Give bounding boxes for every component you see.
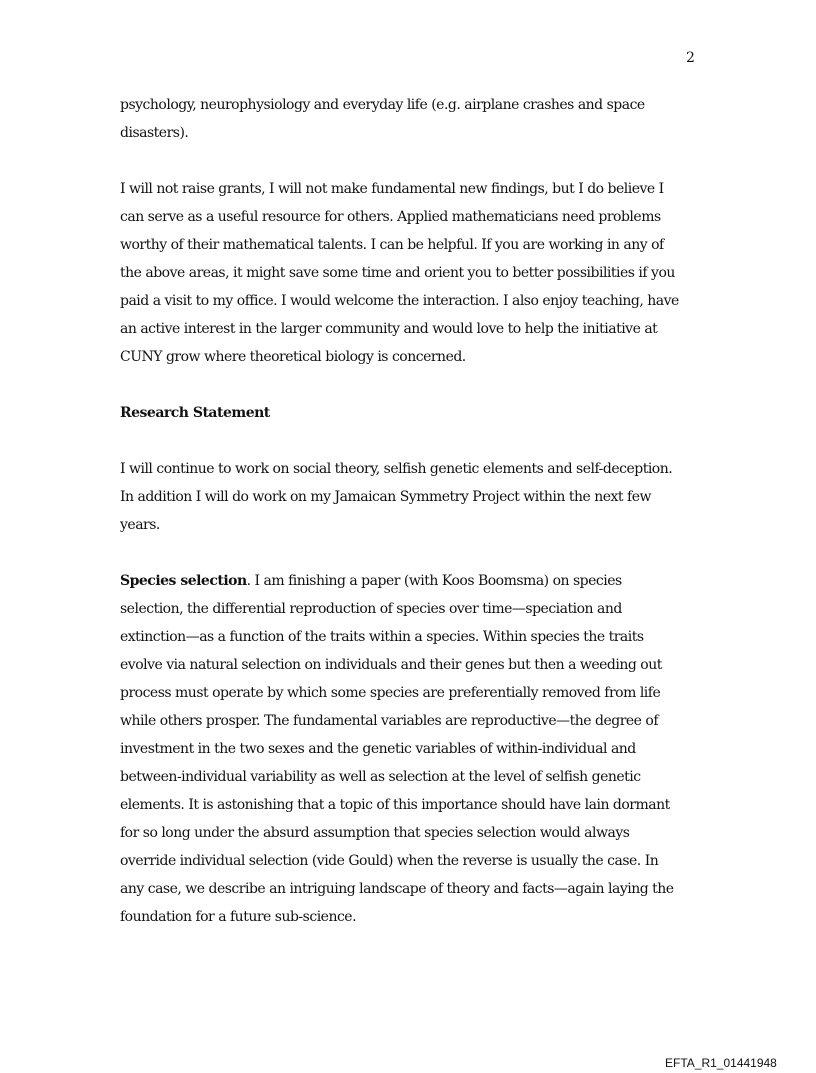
research-statement-heading: Research Statement [120,405,270,421]
paragraph-4-first-line [120,573,622,589]
paragraph-2-line: CUNY grow where theoretical biology is concerned. [120,349,466,365]
paragraph-4-first-line-rest: . I am finishing a paper (with Koos Boomsma) on species [246,573,622,589]
paragraph-1-line: psychology, neurophysiology and everyday life (e.g. airplane crashes and space [120,97,645,113]
paragraph-3-line: In addition I will do work on my Jamaican Symmetry Project within the next few [120,489,651,505]
paragraph-4-line: between-individual variability as well as selection at the level of selfish genetic [120,769,641,785]
paragraph-2-line: worthy of their mathematical talents. I can be helpful. If you are working in any of [120,237,664,253]
page-number: 2 [686,50,695,66]
species-selection-lead: Species selection [120,573,247,589]
paragraph-4-line: process must operate by which some species are preferentially removed from life [120,685,661,701]
paragraph-4-line: override individual selection (vide Gould) when the reverse is usually the case. In [120,853,659,869]
paragraph-4-line: any case, we describe an intriguing landscape of theory and facts—again laying the [120,881,674,897]
paragraph-4-line: evolve via natural selection on individuals and their genes but then a weeding out [120,657,662,673]
paragraph-3-line: years. [120,517,160,533]
paragraph-2-line: an active interest in the larger community and would love to help the initiative at [120,321,658,337]
paragraph-3-line: I will continue to work on social theory, selfish genetic elements and self-deception. [120,461,673,477]
paragraph-1-line: disasters). [120,125,189,141]
paragraph-2-line: can serve as a useful resource for others. Applied mathematicians need problems [120,209,661,225]
paragraph-4-line: selection, the differential reproduction of species over time—speciation and [120,601,622,617]
paragraph-4-line: elements. It is astonishing that a topic of this importance should have lain dormant [120,797,670,813]
paragraph-4-line: foundation for a future sub-science. [120,909,357,925]
paragraph-4-line: investment in the two sexes and the genetic variables of within-individual and [120,741,636,757]
paragraph-4-line: for so long under the absurd assumption that species selection would always [120,825,630,841]
paragraph-2-line: I will not raise grants, I will not make fundamental new findings, but I do believe I [120,181,664,197]
paragraph-2-line: paid a visit to my office. I would welcome the interaction. I also enjoy teaching, have [120,293,679,309]
document-id-footer: EFTA_R1_01441948 [665,1056,777,1070]
paragraph-4-line: extinction—as a function of the traits within a species. Within species the traits [120,629,644,645]
paragraph-2-line: the above areas, it might save some time and orient you to better possibilities if you [120,265,675,281]
paragraph-4-line: while others prosper. The fundamental variables are reproductive—the degree of [120,713,659,729]
